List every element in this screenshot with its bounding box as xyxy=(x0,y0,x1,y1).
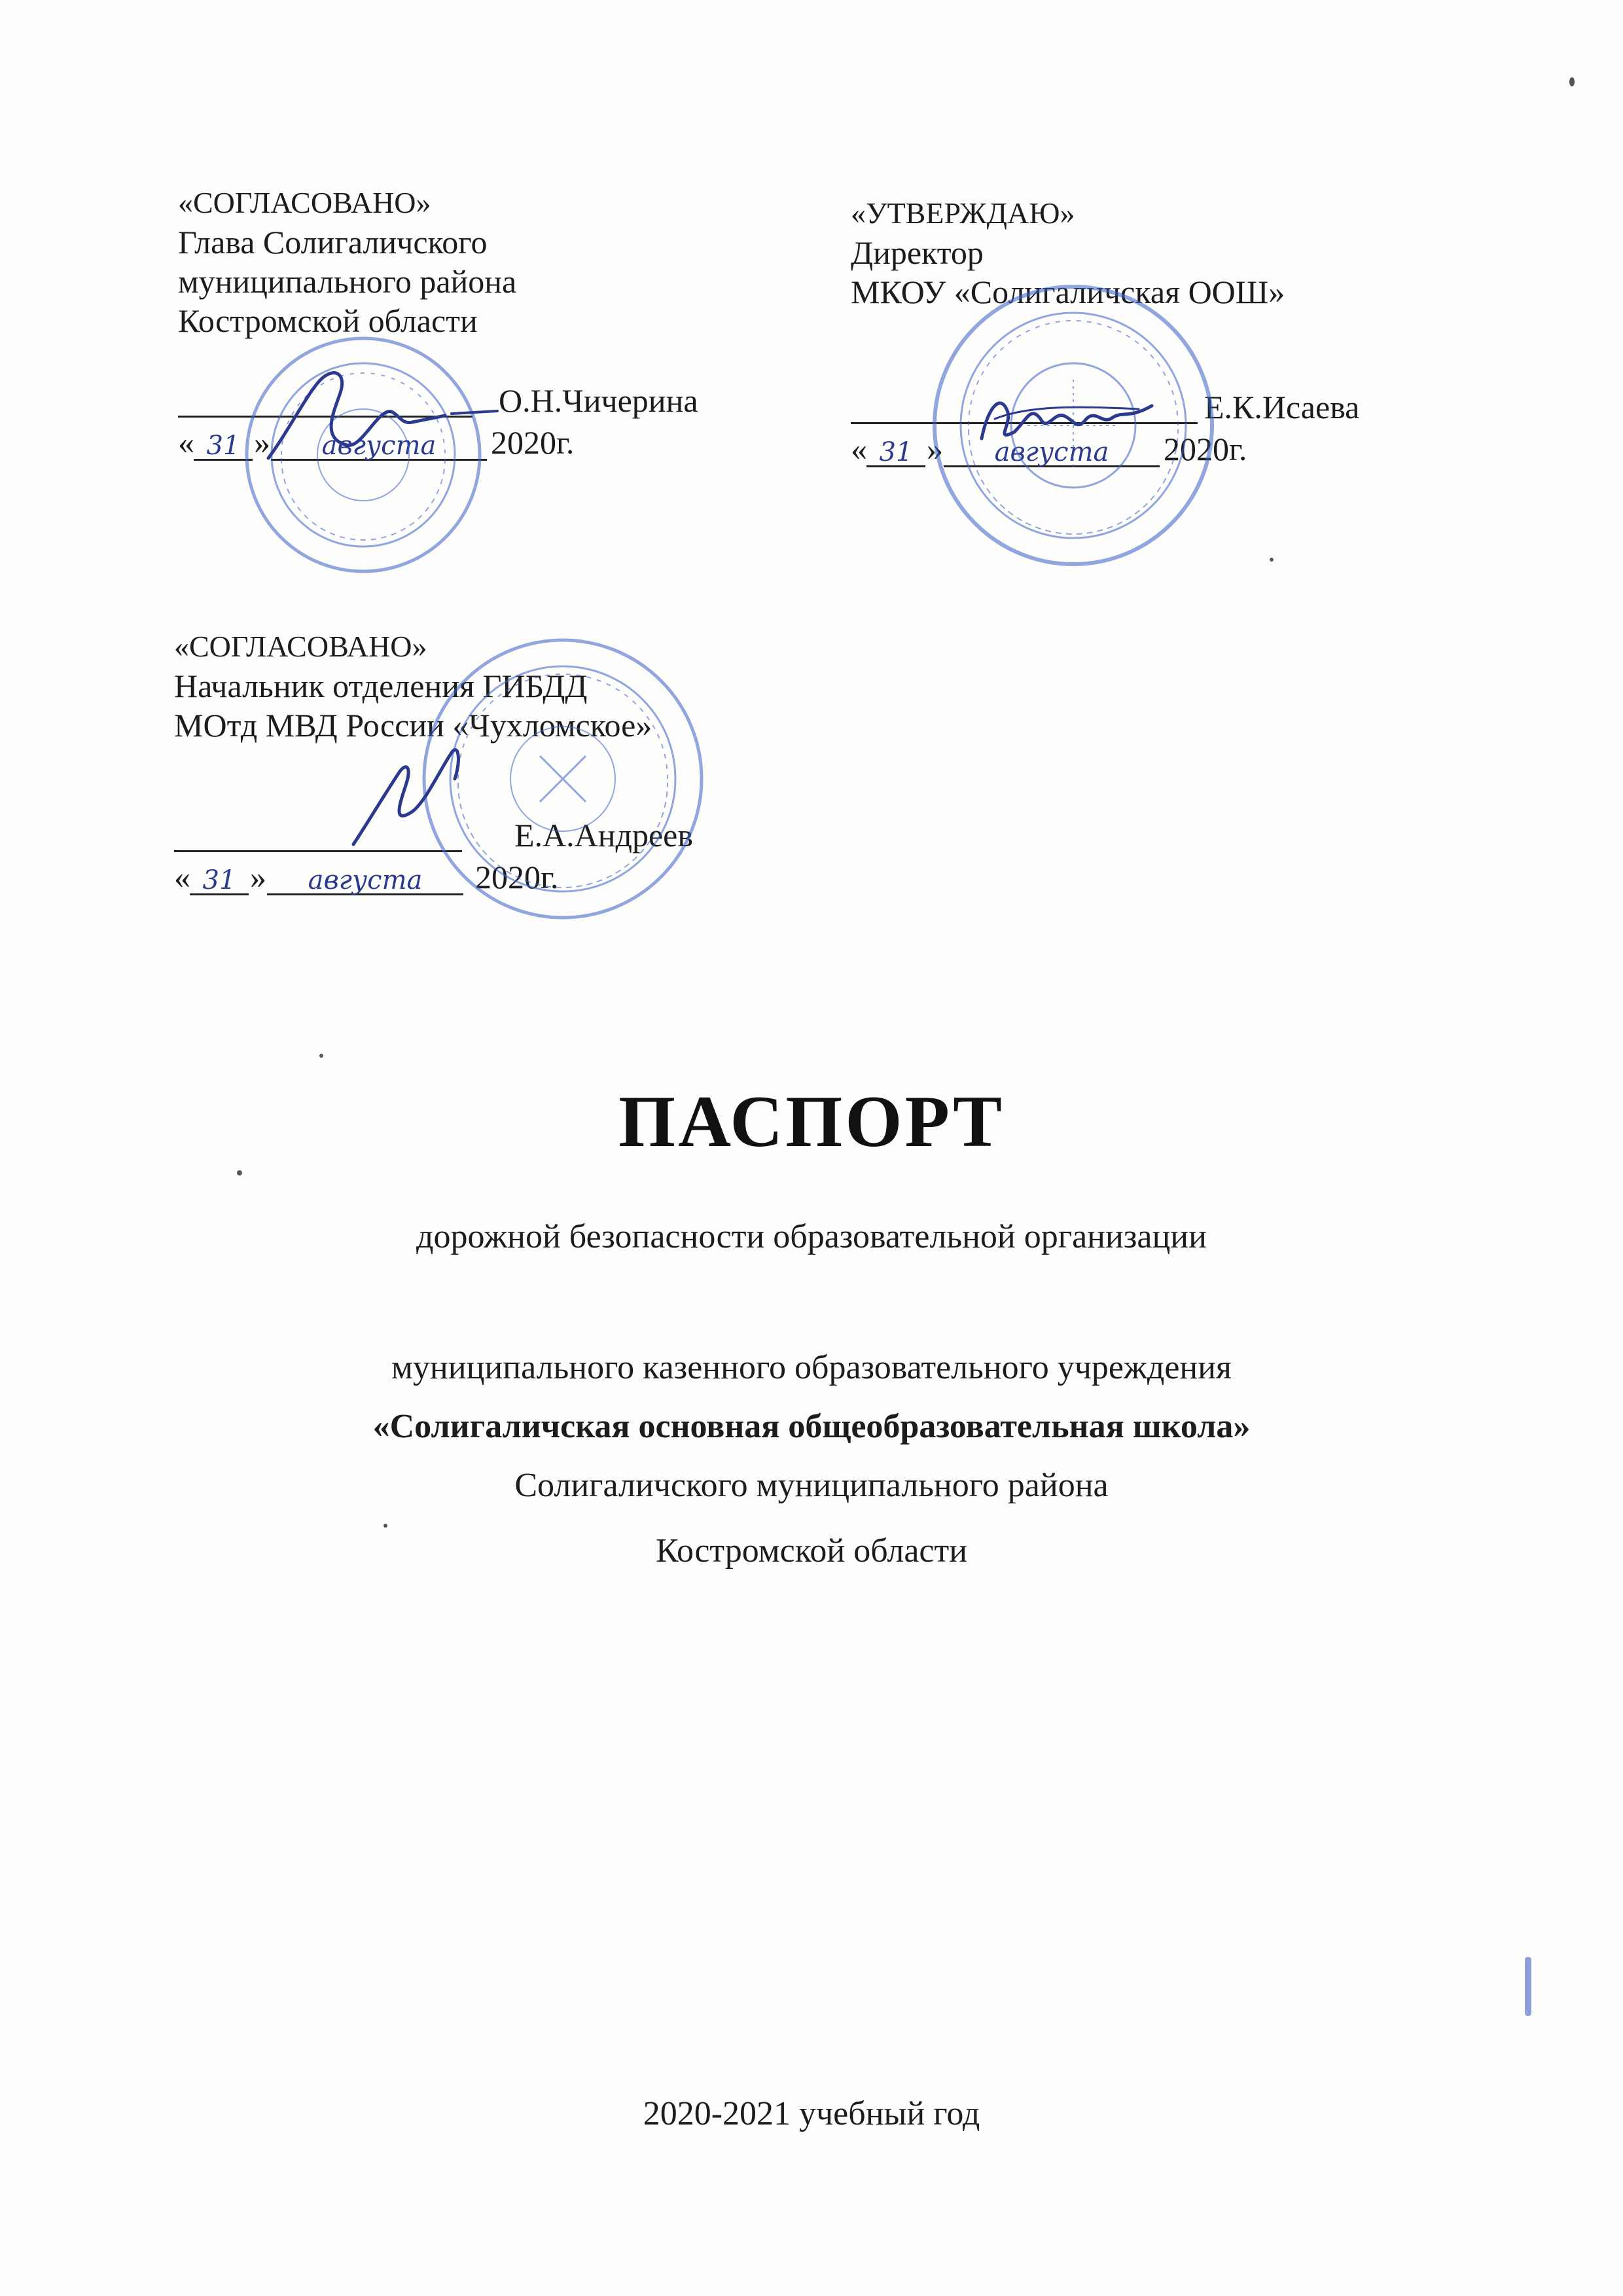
approval-head-date-month: августа xyxy=(271,433,487,461)
approval-gibdd-line-1: Начальник отделения ГИБДД xyxy=(174,668,588,704)
head-handwritten-signature xyxy=(249,353,524,484)
approval-head-date-day: 31 xyxy=(194,433,253,461)
document-subtitle: дорожной безопасности образовательной организации xyxy=(416,1218,1207,1255)
approval-head-date-year: 2020г. xyxy=(491,424,575,461)
approval-head-line-2: муниципального района xyxy=(178,263,517,300)
page-title: ПАСПОРТ xyxy=(618,1081,1005,1162)
scan-speck xyxy=(237,1170,242,1175)
approval-gibdd-line-2: МОтд МВД России «Чухломское» xyxy=(174,707,652,744)
scan-speck xyxy=(1525,1957,1531,2016)
director-handwritten-signature xyxy=(969,380,1165,458)
approval-director-line-2: МКОУ «Солигаличская ООШ» xyxy=(851,274,1285,310)
approval-gibdd-date: « 31 » августа 2020г. xyxy=(174,859,559,895)
gibdd-handwritten-signature xyxy=(340,733,510,851)
approval-gibdd-date-year: 2020г. xyxy=(475,859,559,895)
approval-head-name: О.Н.Чичерина xyxy=(499,382,698,419)
org-line-1: муниципального казенного образовательного учреждения xyxy=(391,1349,1232,1386)
approval-director-heading: «УТВЕРЖДАЮ» xyxy=(851,196,1075,230)
approval-head-date: « 31 » августа 2020г. xyxy=(178,424,575,461)
approval-director-date-day: 31 xyxy=(866,439,925,467)
scan-speck xyxy=(383,1524,387,1528)
approval-director-line-1: Директор xyxy=(851,234,984,271)
org-line-4: Костромской области xyxy=(655,1532,968,1570)
approval-gibdd-name: Е.А.Андреев xyxy=(514,817,693,853)
scan-speck xyxy=(1270,558,1274,562)
scan-speck xyxy=(319,1054,323,1058)
scan-speck xyxy=(1569,77,1575,86)
approval-gibdd-date-day: 31 xyxy=(190,867,249,895)
approval-gibdd-date-month: августа xyxy=(267,867,463,895)
approval-director-name: Е.К.Исаева xyxy=(1204,389,1360,425)
approval-head-heading: «СОГЛАСОВАНО» xyxy=(178,186,431,219)
approval-director-date-year: 2020г. xyxy=(1164,431,1247,467)
approval-head-line-1: Глава Солигаличского xyxy=(178,224,488,260)
approval-director-date-month: августа xyxy=(944,439,1160,467)
org-line-2: «Солигаличская основная общеобразовательная школа» xyxy=(372,1408,1251,1445)
approval-director-date: « 31 » августа 2020г. xyxy=(851,431,1247,467)
school-year: 2020-2021 учебный год xyxy=(643,2095,980,2132)
org-line-3: Солигаличского муниципального района xyxy=(514,1467,1109,1504)
approval-head-line-3: Костромской области xyxy=(178,302,478,339)
approval-gibdd-heading: «СОГЛАСОВАНО» xyxy=(174,630,427,663)
